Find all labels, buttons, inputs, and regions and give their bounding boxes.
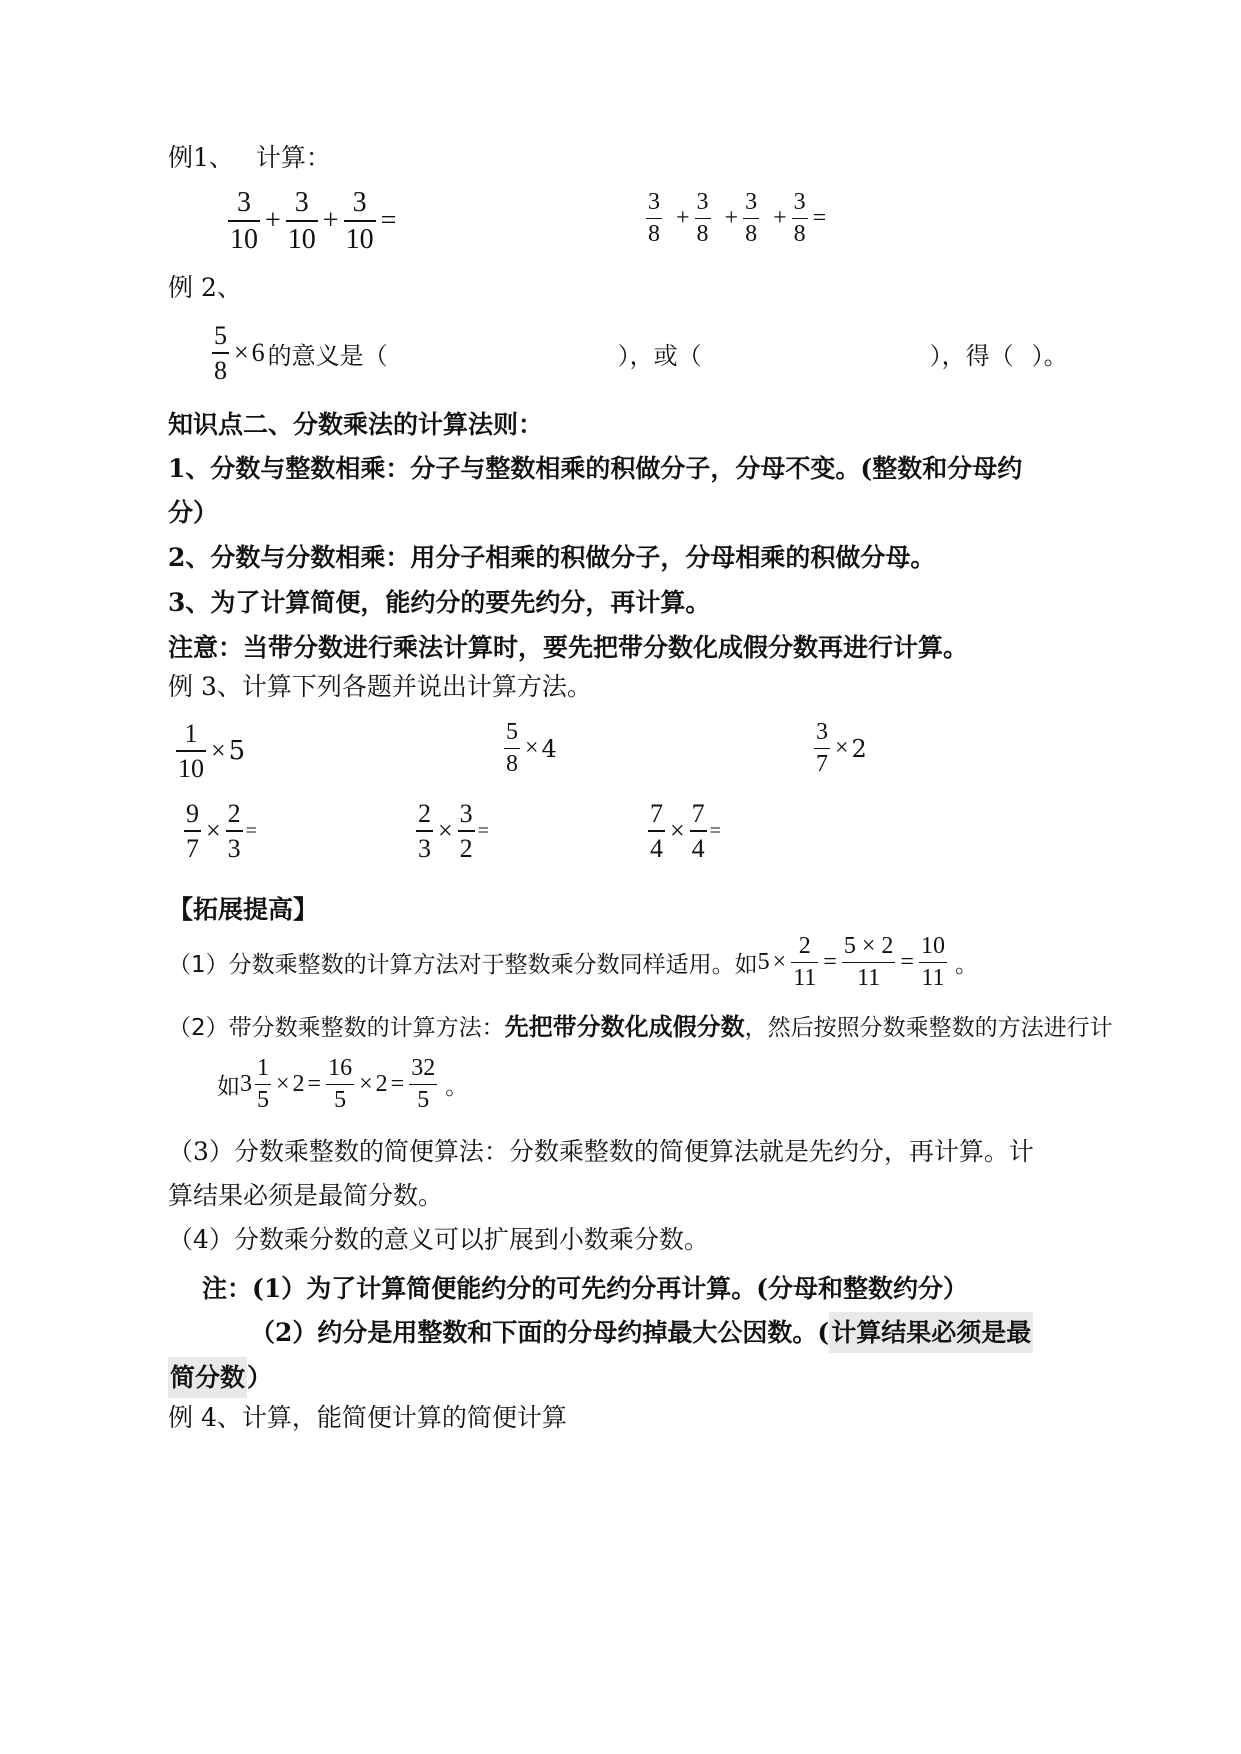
fraction: $\frac{3}{10}$	[287, 187, 316, 256]
plus-sign: +	[676, 205, 690, 232]
equals-sign: =	[307, 1071, 322, 1098]
fraction: $\frac{3}{10}$	[230, 187, 258, 256]
plus-sign: +	[265, 205, 281, 237]
integer: 2	[292, 1071, 305, 1098]
fraction: $\frac{3}{7}$	[816, 719, 828, 778]
times-sign: ×	[525, 735, 539, 762]
extension-point-2-emphasis: 先把带分数化成假分数	[504, 1013, 745, 1041]
extension-point-4: （4）分数乘分数的意义可以扩展到小数乘分数。	[168, 1225, 709, 1254]
fraction: $\frac{2}{3}$	[418, 799, 431, 864]
extension-point-1	[168, 934, 978, 991]
rule-3: 3、为了计算简便，能约分的要先约分，再计算。	[168, 588, 711, 617]
equals-sign: =	[477, 819, 489, 842]
note-2-line-1	[250, 1318, 1033, 1348]
fraction: $\frac{9}{7}$	[186, 799, 199, 864]
plus-sign: +	[773, 205, 787, 232]
times-sign: ×	[835, 735, 849, 762]
rule-1-line-1: 1、分数与整数相乘：分子与整数相乘的积做分子，分母不变。(整数和分母约	[168, 454, 1023, 483]
rule-1-line-2: 分）	[168, 498, 219, 527]
fraction: $\frac{10}{11}$	[920, 933, 945, 992]
example2-label: 例 2、	[168, 273, 242, 302]
fraction: $\frac{3}{8}$	[696, 189, 709, 248]
mixed-number-whole: 3	[240, 1071, 252, 1098]
example3-item-3	[812, 720, 867, 777]
note-mixed-numbers: 注意：当带分数进行乘法计算时，要先把带分数化成假分数再进行计算。	[168, 633, 969, 662]
note-2-highlight-end: 简分数	[168, 1357, 247, 1398]
fraction: $\frac{7}{4}$	[691, 799, 705, 864]
note-2-highlight: 计算结果必须是最	[829, 1312, 1033, 1353]
fraction: $\frac{3}{8}$	[793, 189, 806, 248]
extension-point-2	[168, 1012, 1113, 1043]
fraction: $\frac{1}{10}$	[178, 719, 204, 784]
blank-close-3: ）。	[1031, 341, 1068, 370]
period: 。	[954, 952, 978, 979]
period: 。	[445, 1074, 469, 1101]
integer: 4	[541, 734, 557, 763]
fraction: $\frac{3}{10}$	[345, 187, 374, 256]
times-sign: ×	[206, 816, 221, 846]
integer: 2	[851, 734, 867, 763]
extension-point-2-example	[217, 1056, 468, 1113]
example1-expression-a	[226, 188, 399, 255]
plus-sign: +	[322, 205, 339, 237]
fraction: $\frac{7}{4}$	[650, 799, 663, 864]
note-2-line-2	[168, 1363, 272, 1393]
integer: 5	[228, 736, 246, 767]
fraction: $\frac{3}{2}$	[459, 799, 473, 864]
integer: 6	[251, 338, 265, 368]
example3-label: 例 3、计算下列各题并说出计算方法。	[168, 672, 592, 701]
example-prefix: 如	[217, 1074, 240, 1101]
extension-point-2-text: （2）带分数乘整数的计算方法：	[168, 1015, 505, 1041]
example3-item-1	[174, 720, 245, 783]
fraction: $\frac{32}{5}$	[411, 1055, 436, 1114]
fraction: $\frac{16}{5}$	[328, 1055, 353, 1114]
example2-question	[210, 322, 1068, 385]
blank-open-1: 的意义是（	[267, 341, 388, 370]
extension-point-2-rest: ，然后按照分数乘整数的方法进行计	[744, 1015, 1113, 1041]
blank-open-3: ），得（	[929, 341, 1014, 370]
section-heading: 知识点二、分数乘法的计算法则：	[168, 410, 544, 439]
fraction: $\frac{3}{8}$	[745, 189, 758, 248]
times-sign: ×	[276, 1071, 290, 1098]
equals-sign: =	[380, 205, 397, 237]
equals-sign: =	[390, 1071, 405, 1098]
equals-sign: =	[900, 949, 914, 976]
example3-item-4	[182, 800, 260, 863]
extension-point-3-line-2: 算结果必须是最简分数。	[168, 1181, 444, 1210]
equals-sign: =	[245, 819, 257, 842]
example3-item-6	[646, 800, 724, 863]
extension-point-1-text: （1）分数乘整数的计算方法对于整数乘分数同样适用。如	[168, 952, 758, 979]
fraction: $\frac{1}{5}$	[257, 1055, 269, 1114]
extension-heading: 【拓展提高】	[168, 895, 319, 924]
extension-point-3-line-1: （3）分数乘整数的简便算法：分数乘整数的简便算法就是先约分，再计算。计	[168, 1137, 1034, 1166]
fraction: $\frac{5}{8}$	[506, 719, 518, 778]
blank-open-2: ），或（	[617, 341, 702, 370]
note-2-text: （2）约分是用整数和下面的分母约掉最大公因数。(	[250, 1318, 830, 1347]
fraction: $\frac{2}{3}$	[227, 799, 241, 864]
example1-label	[168, 143, 331, 173]
example4-label: 例 4、计算，能简便计算的简便计算	[168, 1403, 567, 1432]
note-1: 注：(1）为了计算简便能约分的可先约分再计算。(分母和整数约分）	[202, 1274, 969, 1303]
fraction: $\frac{5 \times 2}{11}$	[843, 933, 894, 992]
times-sign: ×	[438, 816, 453, 846]
example1-expression-b	[644, 190, 829, 247]
plus-sign: +	[724, 205, 739, 232]
times-sign: ×	[359, 1071, 373, 1098]
times-sign: ×	[234, 338, 249, 368]
times-sign: ×	[772, 949, 787, 976]
integer: 2	[375, 1071, 388, 1098]
note-2-close: ）	[247, 1363, 273, 1392]
times-sign: ×	[670, 816, 685, 846]
fraction: $\frac{2}{11}$	[793, 933, 817, 992]
integer: 5	[757, 949, 770, 976]
fraction: $\frac{3}{8}$	[648, 189, 660, 248]
fraction: $\frac{5}{8}$	[214, 321, 227, 386]
example3-item-2	[502, 720, 557, 777]
rule-2: 2、分数与分数相乘：用分子相乘的积做分子，分母相乘的积做分母。	[168, 543, 936, 572]
equals-sign: =	[823, 949, 837, 976]
example1-number: 例1、	[168, 143, 234, 172]
example1-instruction: 计算：	[255, 143, 331, 172]
equals-sign: =	[812, 205, 827, 232]
example3-item-5	[414, 800, 492, 863]
equals-sign: =	[709, 819, 721, 842]
times-sign: ×	[211, 736, 226, 766]
